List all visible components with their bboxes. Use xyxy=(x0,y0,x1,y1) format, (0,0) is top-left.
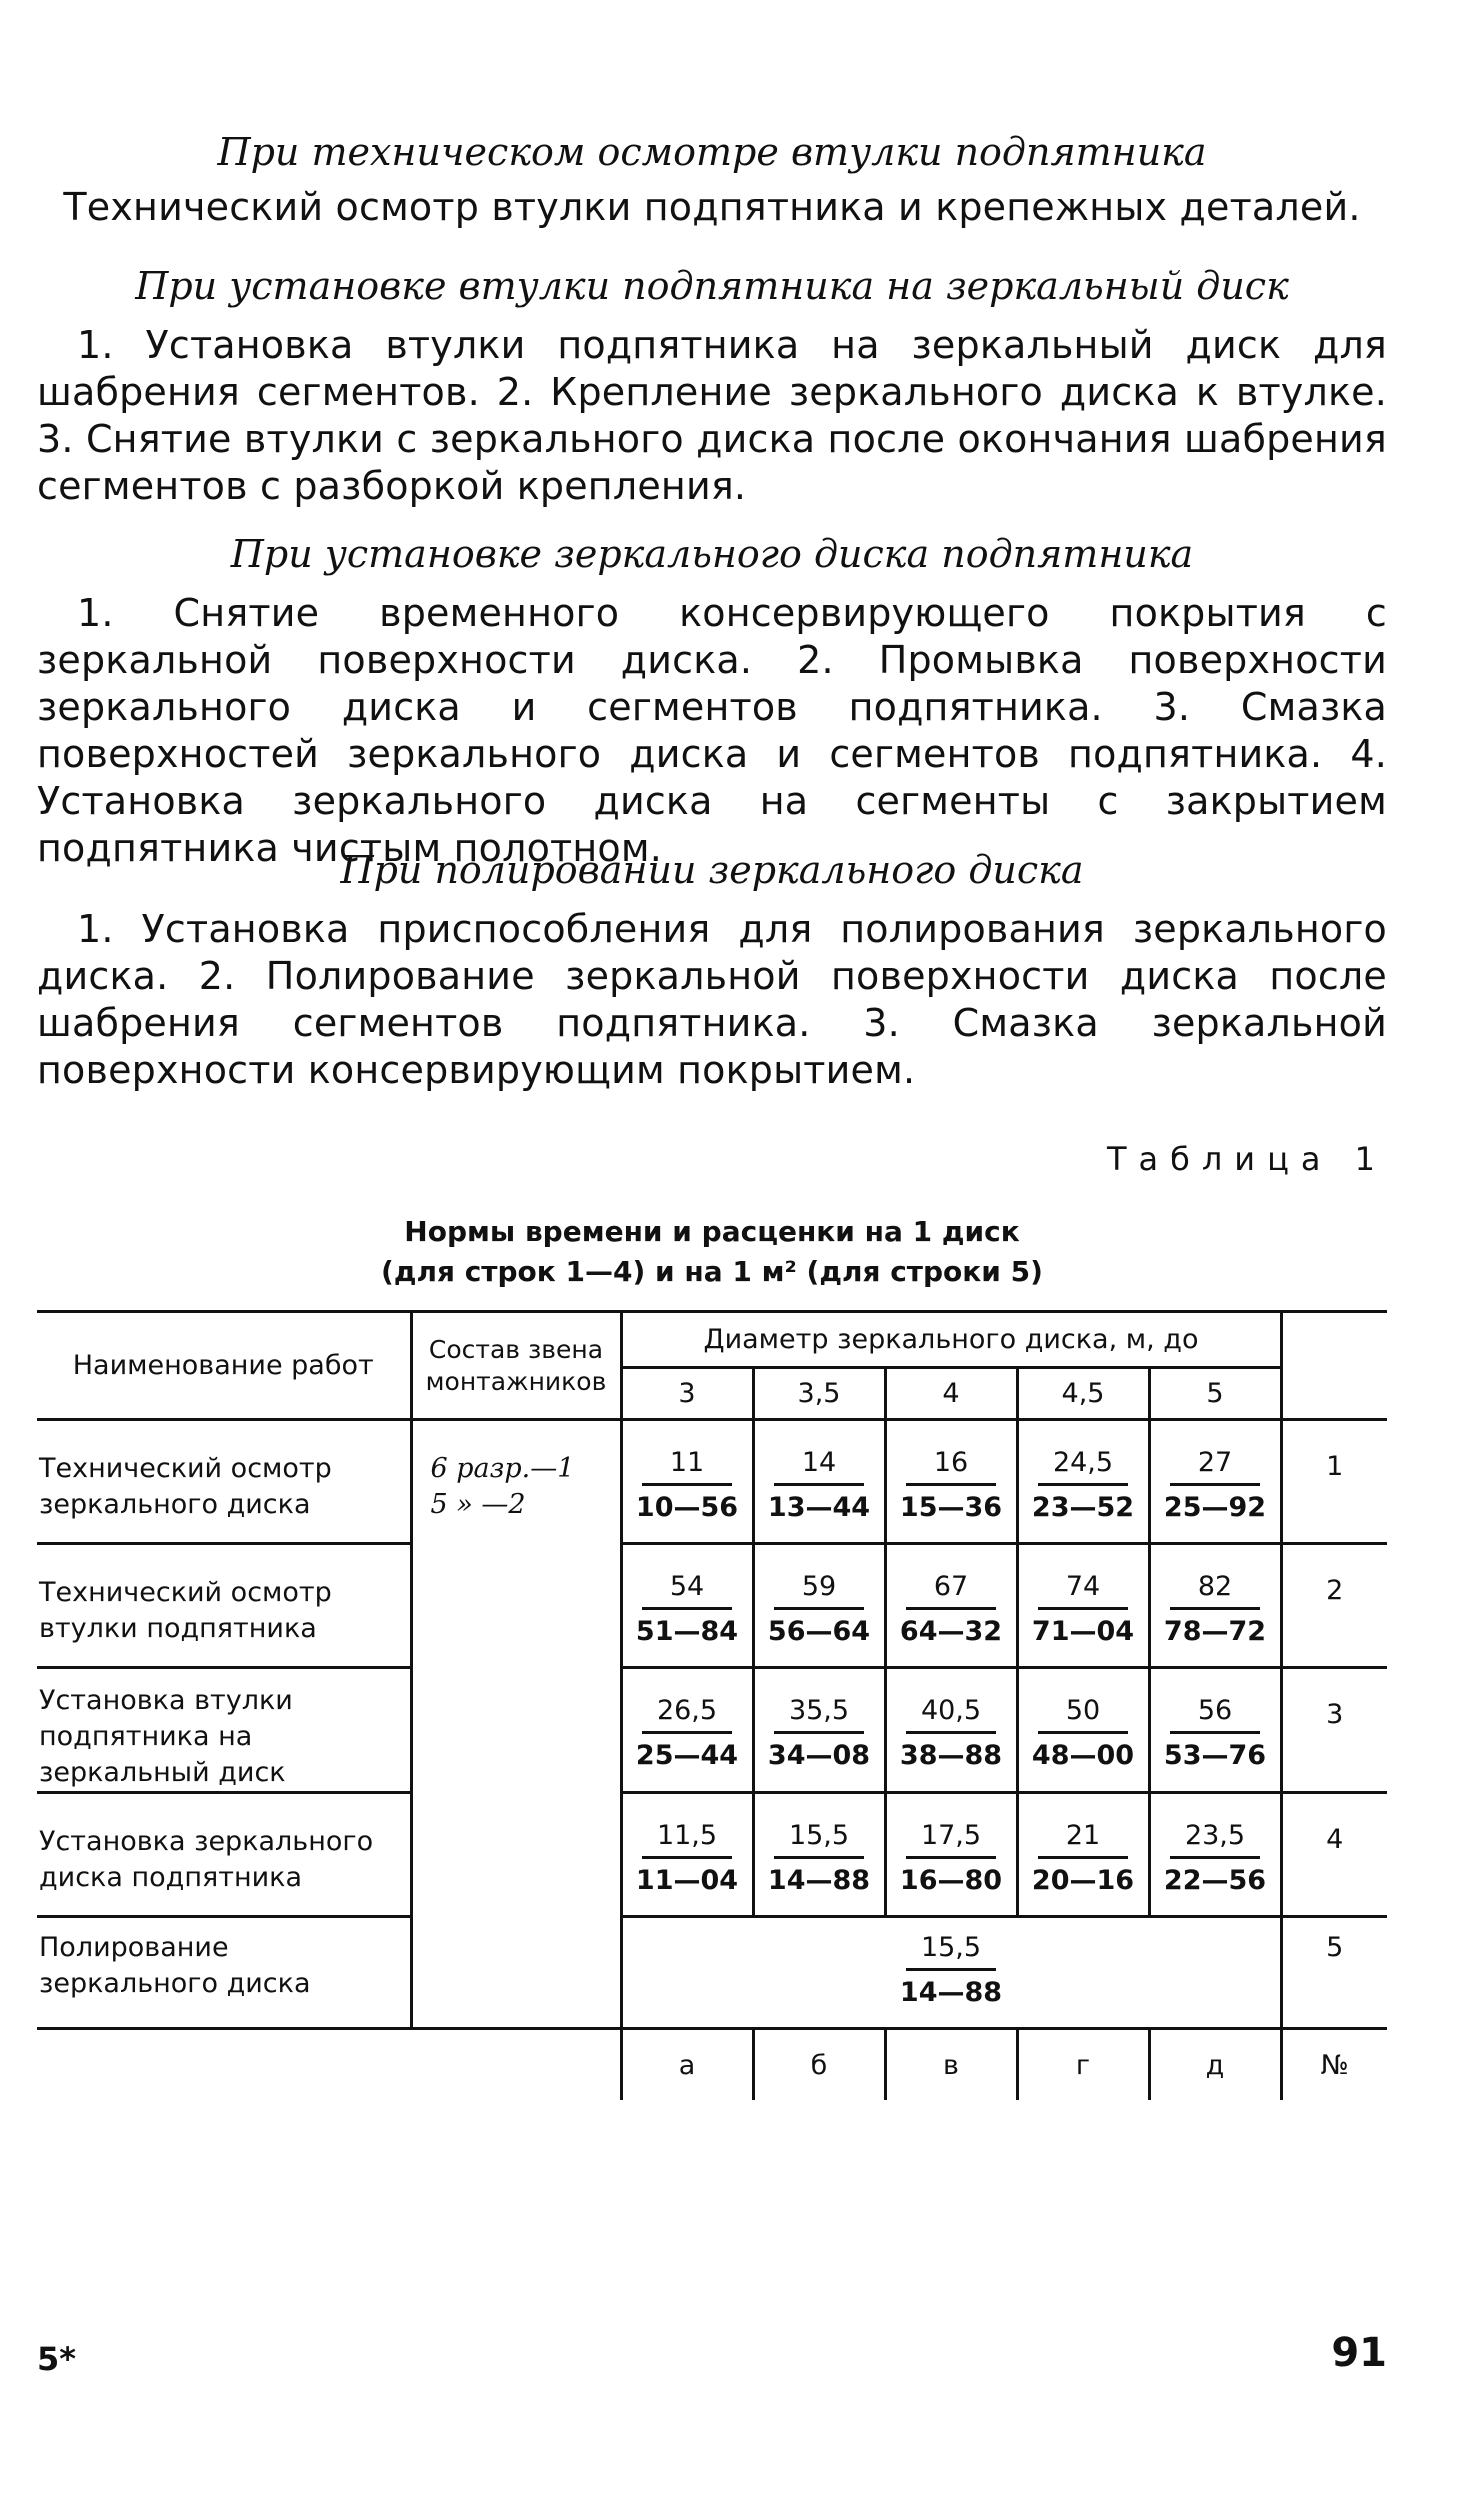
table-row xyxy=(37,1544,1387,1668)
norm-time: 67 xyxy=(906,1571,996,1610)
value-cell xyxy=(753,1793,885,1917)
rate: 23—52 xyxy=(1031,1492,1135,1523)
value-cell xyxy=(885,1544,1017,1668)
value-cell xyxy=(1017,1668,1149,1793)
value-cell xyxy=(1149,1793,1281,1917)
footer-col-no: № xyxy=(1281,2029,1387,2101)
rate: 78—72 xyxy=(1163,1616,1267,1647)
value-cell xyxy=(753,1544,885,1668)
crew-line-1: 6 разр.—1 xyxy=(430,1453,575,1484)
footer-blank xyxy=(37,2029,411,2101)
caption-line-1: Нормы времени и расценки на 1 диск xyxy=(404,1215,1020,1248)
row-name: Технический осмотр втулки подпятника xyxy=(39,1577,332,1644)
crew-cell xyxy=(411,1420,621,2029)
norm-time: 21 xyxy=(1038,1820,1128,1859)
norm-time: 59 xyxy=(774,1571,864,1610)
rate: 15—36 xyxy=(899,1492,1003,1523)
row-number: 5 xyxy=(1281,1917,1387,2029)
value-cell xyxy=(1149,1420,1281,1544)
table-row xyxy=(37,1668,1387,1793)
footer-col-d: д xyxy=(1149,2029,1281,2101)
norm-time: 15,5 xyxy=(906,1932,996,1971)
page-number: 91 xyxy=(1331,2330,1387,2376)
header-d-4: 4 xyxy=(885,1368,1017,1420)
caption-line-2: (для строк 1—4) и на 1 м² (для строки 5) xyxy=(381,1255,1043,1288)
rate: 38—88 xyxy=(899,1740,1003,1771)
rate: 22—56 xyxy=(1163,1865,1267,1896)
header-name: Наименование работ xyxy=(37,1312,411,1420)
row-name: Полирование зеркального диска xyxy=(39,1932,311,1999)
footer-col-g: г xyxy=(1017,2029,1149,2101)
row-name: Технический осмотр зеркального диска xyxy=(39,1453,332,1520)
value-cell xyxy=(621,1793,753,1917)
rate: 13—44 xyxy=(767,1492,871,1523)
book-page xyxy=(37,0,1387,2499)
norm-time: 54 xyxy=(642,1571,732,1610)
section-4 xyxy=(37,846,1387,1094)
section-title: При установке зеркального диска подпятника xyxy=(230,532,1194,576)
value-cell xyxy=(621,1420,753,1544)
value-cell xyxy=(885,1420,1017,1544)
rate: 56—64 xyxy=(767,1616,871,1647)
header-blank xyxy=(1281,1312,1387,1420)
value-cell xyxy=(1149,1668,1281,1793)
header-diameter: Диаметр зеркального диска, м, до xyxy=(621,1312,1281,1368)
row-name: Установка втулки подпятника на зеркальный диск xyxy=(39,1685,293,1788)
value-cell xyxy=(885,1793,1017,1917)
section-2 xyxy=(37,262,1387,510)
rate: 25—92 xyxy=(1163,1492,1267,1523)
section-title: При полировании зеркального диска xyxy=(340,848,1084,892)
header-d-4-5: 4,5 xyxy=(1017,1368,1149,1420)
norms-table xyxy=(37,1310,1387,2100)
norm-time: 16 xyxy=(906,1447,996,1486)
norm-time: 27 xyxy=(1170,1447,1260,1486)
footer-col-b: б xyxy=(753,2029,885,2101)
section-1 xyxy=(37,128,1387,231)
norm-time: 26,5 xyxy=(642,1695,732,1734)
rate: 16—80 xyxy=(899,1865,1003,1896)
norm-time: 17,5 xyxy=(906,1820,996,1859)
value-cell xyxy=(753,1420,885,1544)
section-text: 1. Снятие временного консервирующего покрытия с зеркальной поверхности диска. 2. Промывка поверхности зеркального диска и сегментов подпятника. 3. Смазка поверхностей зеркального диска и сегментов подпятника. 4. Установка зеркального диска на сегменты с закрытием подпятника чистым полотном. xyxy=(37,591,1387,870)
norm-time: 14 xyxy=(774,1447,864,1486)
norm-time: 50 xyxy=(1038,1695,1128,1734)
row-number: 3 xyxy=(1281,1668,1387,1793)
header-d-3-5: 3,5 xyxy=(753,1368,885,1420)
table-row xyxy=(37,1420,1387,1544)
section-title: При техническом осмотре втулки подпятника xyxy=(217,130,1207,174)
row-name: Установка зеркального диска подпятника xyxy=(39,1826,374,1893)
value-cell xyxy=(753,1668,885,1793)
norm-time: 82 xyxy=(1170,1571,1260,1610)
table-caption xyxy=(37,1212,1387,1292)
table-footer xyxy=(37,2029,1387,2101)
signature-mark: 5* xyxy=(37,2340,76,2378)
header-crew: Состав звена монтажников xyxy=(411,1312,621,1420)
value-cell xyxy=(1017,1420,1149,1544)
value-cell-merged xyxy=(621,1917,1281,2029)
row-number: 2 xyxy=(1281,1544,1387,1668)
section-text: 1. Установка приспособления для полирования зеркального диска. 2. Полирование зеркальной поверхности диска после шабрения сегментов подпятника. 3. Смазка зеркальной поверхности консервирующим покрытием. xyxy=(37,907,1387,1092)
rate: 34—08 xyxy=(767,1740,871,1771)
footer-col-a: а xyxy=(621,2029,753,2101)
row-number: 4 xyxy=(1281,1793,1387,1917)
rate: 20—16 xyxy=(1031,1865,1135,1896)
value-cell xyxy=(885,1668,1017,1793)
norm-time: 24,5 xyxy=(1038,1447,1128,1486)
rate: 53—76 xyxy=(1163,1740,1267,1771)
rate: 10—56 xyxy=(635,1492,739,1523)
rate: 48—00 xyxy=(1031,1740,1135,1771)
table-row xyxy=(37,1793,1387,1917)
header-d-3: 3 xyxy=(621,1368,753,1420)
footer-col-v: в xyxy=(885,2029,1017,2101)
value-cell xyxy=(1017,1793,1149,1917)
norm-time: 15,5 xyxy=(774,1820,864,1859)
norm-time: 11,5 xyxy=(642,1820,732,1859)
rate: 71—04 xyxy=(1031,1616,1135,1647)
section-text: Технический осмотр втулки подпятника и крепежных деталей. xyxy=(63,185,1361,229)
value-cell xyxy=(1149,1544,1281,1668)
value-cell xyxy=(1017,1544,1149,1668)
footer-blank xyxy=(411,2029,621,2101)
norm-time: 35,5 xyxy=(774,1695,864,1734)
row-number: 1 xyxy=(1281,1420,1387,1544)
norm-time: 56 xyxy=(1170,1695,1260,1734)
value-cell xyxy=(621,1668,753,1793)
table-row xyxy=(37,1917,1387,2029)
rate: 64—32 xyxy=(899,1616,1003,1647)
crew-line-2: 5 » —2 xyxy=(430,1489,526,1520)
value-cell xyxy=(621,1544,753,1668)
rate: 25—44 xyxy=(635,1740,739,1771)
rate: 51—84 xyxy=(635,1616,739,1647)
norm-time: 74 xyxy=(1038,1571,1128,1610)
section-3 xyxy=(37,530,1387,872)
norm-time: 23,5 xyxy=(1170,1820,1260,1859)
header-d-5: 5 xyxy=(1149,1368,1281,1420)
rate: 11—04 xyxy=(635,1865,739,1896)
norm-time: 40,5 xyxy=(906,1695,996,1734)
norm-time: 11 xyxy=(642,1447,732,1486)
table-label: Таблица 1 xyxy=(1106,1140,1387,1178)
section-title: При установке втулки подпятника на зеркальный диск xyxy=(135,264,1289,308)
rate: 14—88 xyxy=(899,1977,1003,2008)
section-text: 1. Установка втулки подпятника на зеркальный диск для шабрения сегментов. 2. Крепление зеркального диска к втулке. 3. Снятие втулки с зеркального диска после окончания шабрения сегментов с разборкой крепления. xyxy=(37,323,1387,508)
rate: 14—88 xyxy=(767,1865,871,1896)
